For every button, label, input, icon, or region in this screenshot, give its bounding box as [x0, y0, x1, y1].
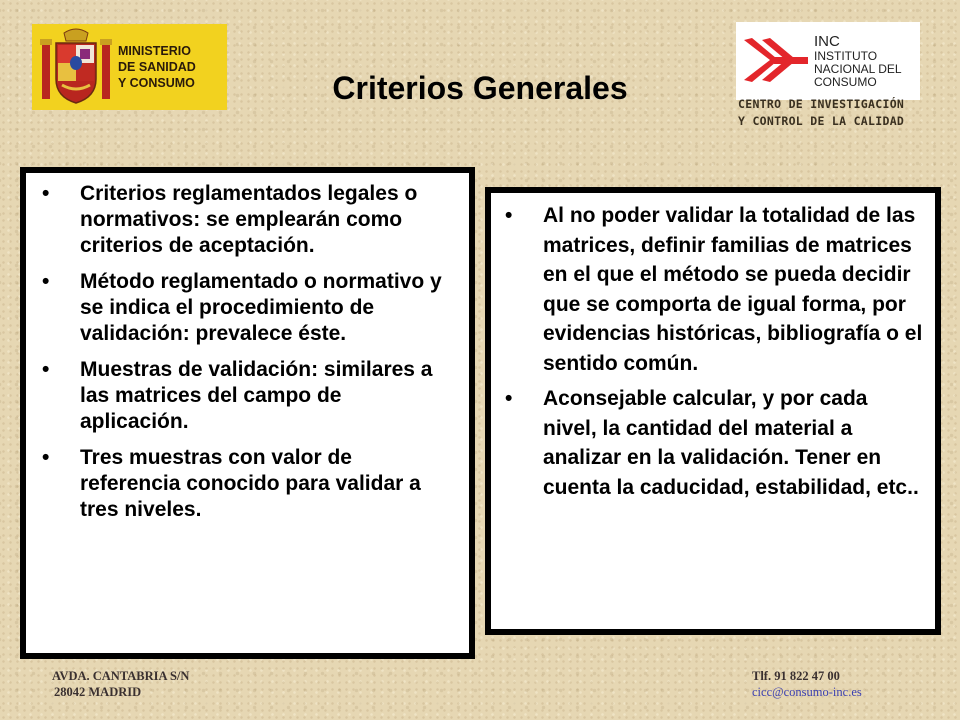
ministerio-logo — [32, 24, 227, 110]
list-item-text: Muestras de validación: similares a las matrices del campo de aplicación. — [80, 358, 433, 433]
ministerio-line-1: MINISTERIO — [118, 44, 191, 58]
list-item-text: Aconsejable calcular, y por cada nivel, la cantidad del material a analizar en la validación. Tener en cuenta la caducidad, estabilidad, etc.. — [543, 387, 919, 499]
address-line-2: 28042 MADRID — [54, 685, 142, 699]
bullet-icon: • — [505, 387, 513, 410]
coat-of-arms-icon — [40, 27, 112, 107]
left-bullet-list — [32, 181, 455, 523]
list-item — [32, 445, 455, 523]
inc-logo — [736, 22, 920, 100]
inc-line-1: INSTITUTO — [814, 48, 878, 63]
ministerio-line-2: DE SANIDAD — [118, 60, 196, 74]
list-item — [32, 181, 455, 259]
bullet-icon: • — [42, 358, 50, 381]
page-title: Criterios Generales — [332, 70, 628, 106]
inc-caption — [738, 96, 938, 130]
address-line-1: AVDA. CANTABRIA S/N — [52, 669, 190, 683]
list-item — [495, 201, 925, 378]
bullet-icon: • — [42, 446, 50, 469]
inc-line-3: CONSUMO — [814, 74, 877, 89]
list-item-text: Método reglamentado o normativo y se indica el procedimiento de validación: prevalece éste. — [80, 270, 442, 345]
ministerio-line-3: Y CONSUMO — [118, 76, 195, 90]
bullet-icon: • — [42, 270, 50, 293]
inc-caption-line-2: Y CONTROL DE LA CALIDAD — [738, 114, 905, 128]
footer-address — [52, 668, 189, 700]
inc-abbr: INC — [814, 32, 840, 50]
list-item — [32, 357, 455, 435]
email-link[interactable]: cicc@consumo-inc.es — [752, 685, 862, 699]
inc-caption-line-1: CENTRO DE INVESTIGACIÓN — [738, 97, 905, 111]
bullet-icon: • — [42, 182, 50, 205]
left-criteria-box — [20, 167, 475, 659]
list-item-text: Al no poder validar la totalidad de las matrices, definir familias de matrices en el que el método se pueda decidir que se comporta de igual forma, por evidencias históricas, bibliografía o el sentido común. — [543, 204, 923, 375]
list-item-text: Tres muestras con valor de referencia conocido para validar a tres niveles. — [80, 446, 421, 521]
inc-line-2: NACIONAL DEL — [814, 61, 902, 76]
footer-contact — [752, 668, 862, 700]
list-item — [32, 269, 455, 347]
list-item-text: Criterios reglamentados legales o normativos: se emplearán como criterios de aceptación. — [80, 182, 418, 257]
list-item — [495, 384, 925, 502]
phone-number: Tlf. 91 822 47 00 — [752, 669, 840, 683]
bullet-icon: • — [505, 204, 513, 227]
right-bullet-list — [495, 201, 925, 502]
inc-emblem-icon — [740, 26, 810, 96]
right-criteria-box — [485, 187, 941, 635]
